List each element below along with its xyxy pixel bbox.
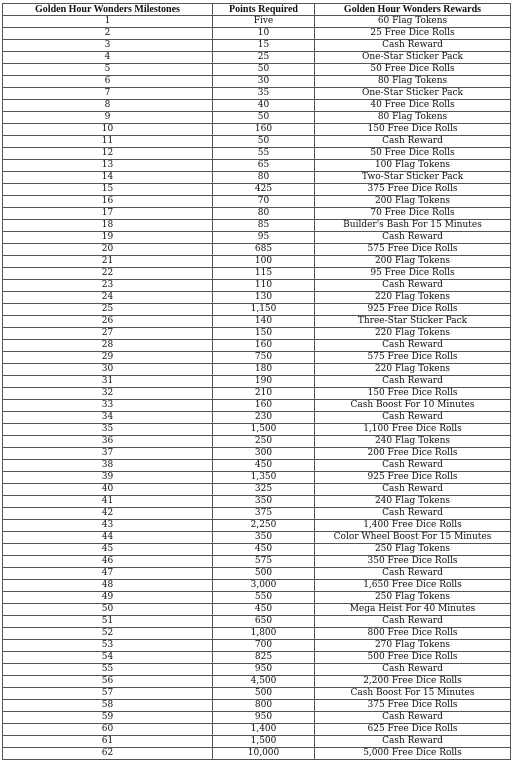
- points-cell: 160: [213, 124, 315, 136]
- reward-cell: 100 Flag Tokens: [315, 160, 511, 172]
- milestone-cell: 47: [3, 568, 213, 580]
- table-row: [3, 640, 511, 652]
- milestone-cell: 35: [3, 424, 213, 436]
- milestone-cell: 16: [3, 196, 213, 208]
- points-cell: 140: [213, 316, 315, 328]
- points-cell: 500: [213, 568, 315, 580]
- milestone-cell: 23: [3, 280, 213, 292]
- milestone-cell: 28: [3, 340, 213, 352]
- points-cell: 1,350: [213, 472, 315, 484]
- reward-cell: 240 Flag Tokens: [315, 436, 511, 448]
- table-row: [3, 580, 511, 592]
- reward-cell: Cash Reward: [315, 460, 511, 472]
- milestone-cell: 21: [3, 256, 213, 268]
- milestone-cell: 54: [3, 652, 213, 664]
- table-row: [3, 352, 511, 364]
- points-cell: 350: [213, 532, 315, 544]
- points-cell: 110: [213, 280, 315, 292]
- points-cell: 500: [213, 688, 315, 700]
- header-rewards: Golden Hour Wonders Rewards: [315, 4, 511, 16]
- table-row: [3, 388, 511, 400]
- points-cell: 650: [213, 616, 315, 628]
- reward-cell: 1,100 Free Dice Rolls: [315, 424, 511, 436]
- points-cell: 825: [213, 652, 315, 664]
- milestone-cell: 11: [3, 136, 213, 148]
- reward-cell: 50 Free Dice Rolls: [315, 64, 511, 76]
- table-row: [3, 268, 511, 280]
- milestone-cell: 22: [3, 268, 213, 280]
- table-row: [3, 436, 511, 448]
- milestone-cell: 61: [3, 736, 213, 748]
- table-row: [3, 160, 511, 172]
- header-points: Points Required: [213, 4, 315, 16]
- milestone-cell: 60: [3, 724, 213, 736]
- milestone-cell: 13: [3, 160, 213, 172]
- points-cell: 70: [213, 196, 315, 208]
- table-row: [3, 364, 511, 376]
- reward-cell: 625 Free Dice Rolls: [315, 724, 511, 736]
- milestone-cell: 7: [3, 88, 213, 100]
- milestone-cell: 37: [3, 448, 213, 460]
- table-row: [3, 592, 511, 604]
- milestone-cell: 6: [3, 76, 213, 88]
- table-row: [3, 604, 511, 616]
- milestones-table: [2, 3, 511, 760]
- table-row: [3, 700, 511, 712]
- table-row: [3, 316, 511, 328]
- milestone-cell: 30: [3, 364, 213, 376]
- points-cell: 115: [213, 268, 315, 280]
- points-cell: 700: [213, 640, 315, 652]
- milestone-cell: 31: [3, 376, 213, 388]
- reward-cell: 1,400 Free Dice Rolls: [315, 520, 511, 532]
- points-cell: 750: [213, 352, 315, 364]
- table-row: [3, 688, 511, 700]
- points-cell: 95: [213, 232, 315, 244]
- table-row: [3, 544, 511, 556]
- header-row: [3, 4, 511, 16]
- reward-cell: Two-Star Sticker Pack: [315, 172, 511, 184]
- reward-cell: 80 Flag Tokens: [315, 112, 511, 124]
- table-row: [3, 220, 511, 232]
- points-cell: 80: [213, 208, 315, 220]
- points-cell: 325: [213, 484, 315, 496]
- points-cell: 30: [213, 76, 315, 88]
- points-cell: 85: [213, 220, 315, 232]
- points-cell: 190: [213, 376, 315, 388]
- milestone-cell: 49: [3, 592, 213, 604]
- table-row: [3, 64, 511, 76]
- points-cell: 450: [213, 544, 315, 556]
- reward-cell: 70 Free Dice Rolls: [315, 208, 511, 220]
- points-cell: 425: [213, 184, 315, 196]
- table-row: [3, 184, 511, 196]
- reward-cell: 375 Free Dice Rolls: [315, 700, 511, 712]
- table-row: [3, 172, 511, 184]
- points-cell: 10: [213, 28, 315, 40]
- table-row: [3, 148, 511, 160]
- table-row: [3, 616, 511, 628]
- table-row: [3, 508, 511, 520]
- milestone-cell: 17: [3, 208, 213, 220]
- reward-cell: 500 Free Dice Rolls: [315, 652, 511, 664]
- reward-cell: 925 Free Dice Rolls: [315, 304, 511, 316]
- table-row: [3, 136, 511, 148]
- reward-cell: Cash Boost For 15 Minutes: [315, 688, 511, 700]
- table-row: [3, 472, 511, 484]
- table-row: [3, 376, 511, 388]
- points-cell: 450: [213, 604, 315, 616]
- milestone-cell: 27: [3, 328, 213, 340]
- reward-cell: Cash Reward: [315, 712, 511, 724]
- milestone-cell: 39: [3, 472, 213, 484]
- points-cell: 50: [213, 112, 315, 124]
- points-cell: 180: [213, 364, 315, 376]
- reward-cell: 2,200 Free Dice Rolls: [315, 676, 511, 688]
- milestone-cell: 57: [3, 688, 213, 700]
- points-cell: 15: [213, 40, 315, 52]
- table-row: [3, 28, 511, 40]
- table-row: [3, 556, 511, 568]
- milestone-cell: 26: [3, 316, 213, 328]
- table-row: [3, 208, 511, 220]
- points-cell: 210: [213, 388, 315, 400]
- milestone-cell: 56: [3, 676, 213, 688]
- table-row: [3, 16, 511, 28]
- milestone-cell: 4: [3, 52, 213, 64]
- milestone-cell: 51: [3, 616, 213, 628]
- points-cell: 40: [213, 100, 315, 112]
- table-row: [3, 748, 511, 760]
- milestone-cell: 44: [3, 532, 213, 544]
- reward-cell: 575 Free Dice Rolls: [315, 352, 511, 364]
- points-cell: 160: [213, 400, 315, 412]
- milestone-cell: 36: [3, 436, 213, 448]
- points-cell: Five: [213, 16, 315, 28]
- points-cell: 130: [213, 292, 315, 304]
- reward-cell: Cash Reward: [315, 136, 511, 148]
- reward-cell: 800 Free Dice Rolls: [315, 628, 511, 640]
- milestone-cell: 38: [3, 460, 213, 472]
- points-cell: 950: [213, 712, 315, 724]
- reward-cell: 200 Flag Tokens: [315, 256, 511, 268]
- table-row: [3, 736, 511, 748]
- reward-cell: 5,000 Free Dice Rolls: [315, 748, 511, 760]
- table-row: [3, 88, 511, 100]
- milestone-cell: 19: [3, 232, 213, 244]
- table-row: [3, 52, 511, 64]
- points-cell: 950: [213, 664, 315, 676]
- points-cell: 2,250: [213, 520, 315, 532]
- reward-cell: 1,650 Free Dice Rolls: [315, 580, 511, 592]
- table-row: [3, 100, 511, 112]
- table-row: [3, 244, 511, 256]
- points-cell: 1,800: [213, 628, 315, 640]
- points-cell: 450: [213, 460, 315, 472]
- reward-cell: 250 Flag Tokens: [315, 592, 511, 604]
- milestone-cell: 46: [3, 556, 213, 568]
- table-row: [3, 76, 511, 88]
- milestone-cell: 15: [3, 184, 213, 196]
- reward-cell: Cash Reward: [315, 280, 511, 292]
- reward-cell: 150 Free Dice Rolls: [315, 124, 511, 136]
- points-cell: 1,500: [213, 424, 315, 436]
- reward-cell: Three-Star Sticker Pack: [315, 316, 511, 328]
- table-row: [3, 292, 511, 304]
- milestone-cell: 55: [3, 664, 213, 676]
- reward-cell: 50 Free Dice Rolls: [315, 148, 511, 160]
- milestone-cell: 5: [3, 64, 213, 76]
- points-cell: 550: [213, 592, 315, 604]
- milestone-cell: 14: [3, 172, 213, 184]
- table-row: [3, 664, 511, 676]
- points-cell: 300: [213, 448, 315, 460]
- milestone-cell: 24: [3, 292, 213, 304]
- table-row: [3, 460, 511, 472]
- reward-cell: Builder's Bash For 15 Minutes: [315, 220, 511, 232]
- points-cell: 685: [213, 244, 315, 256]
- reward-cell: 25 Free Dice Rolls: [315, 28, 511, 40]
- reward-cell: Cash Reward: [315, 664, 511, 676]
- table-row: [3, 724, 511, 736]
- reward-cell: Cash Reward: [315, 40, 511, 52]
- table-row: [3, 112, 511, 124]
- reward-cell: 60 Flag Tokens: [315, 16, 511, 28]
- points-cell: 1,500: [213, 736, 315, 748]
- table-row: [3, 196, 511, 208]
- milestone-cell: 9: [3, 112, 213, 124]
- reward-cell: 80 Flag Tokens: [315, 76, 511, 88]
- reward-cell: 220 Flag Tokens: [315, 292, 511, 304]
- milestone-cell: 32: [3, 388, 213, 400]
- milestone-cell: 33: [3, 400, 213, 412]
- points-cell: 1,150: [213, 304, 315, 316]
- table-row: [3, 232, 511, 244]
- points-cell: 35: [213, 88, 315, 100]
- reward-cell: 350 Free Dice Rolls: [315, 556, 511, 568]
- table-row: [3, 676, 511, 688]
- table-row: [3, 712, 511, 724]
- milestone-cell: 3: [3, 40, 213, 52]
- table-row: [3, 448, 511, 460]
- points-cell: 230: [213, 412, 315, 424]
- reward-cell: 220 Flag Tokens: [315, 328, 511, 340]
- reward-cell: 40 Free Dice Rolls: [315, 100, 511, 112]
- table-row: [3, 628, 511, 640]
- reward-cell: 375 Free Dice Rolls: [315, 184, 511, 196]
- points-cell: 250: [213, 436, 315, 448]
- points-cell: 375: [213, 508, 315, 520]
- reward-cell: 220 Flag Tokens: [315, 364, 511, 376]
- reward-cell: Cash Reward: [315, 232, 511, 244]
- table-row: [3, 412, 511, 424]
- points-cell: 4,500: [213, 676, 315, 688]
- table-row: [3, 124, 511, 136]
- milestone-cell: 29: [3, 352, 213, 364]
- milestone-cell: 52: [3, 628, 213, 640]
- milestone-cell: 50: [3, 604, 213, 616]
- milestone-cell: 45: [3, 544, 213, 556]
- milestone-cell: 2: [3, 28, 213, 40]
- points-cell: 160: [213, 340, 315, 352]
- milestone-cell: 18: [3, 220, 213, 232]
- milestone-cell: 1: [3, 16, 213, 28]
- milestone-cell: 8: [3, 100, 213, 112]
- table-row: [3, 256, 511, 268]
- milestone-cell: 40: [3, 484, 213, 496]
- reward-cell: Cash Reward: [315, 340, 511, 352]
- table-row: [3, 328, 511, 340]
- milestone-cell: 59: [3, 712, 213, 724]
- milestone-cell: 48: [3, 580, 213, 592]
- points-cell: 350: [213, 496, 315, 508]
- header-milestones: Golden Hour Wonders Milestones: [3, 4, 213, 16]
- milestone-cell: 12: [3, 148, 213, 160]
- milestone-cell: 10: [3, 124, 213, 136]
- milestone-cell: 34: [3, 412, 213, 424]
- reward-cell: 250 Flag Tokens: [315, 544, 511, 556]
- table-row: [3, 652, 511, 664]
- table-row: [3, 424, 511, 436]
- reward-cell: Mega Heist For 40 Minutes: [315, 604, 511, 616]
- reward-cell: Cash Boost For 10 Minutes: [315, 400, 511, 412]
- reward-cell: One-Star Sticker Pack: [315, 88, 511, 100]
- points-cell: 10,000: [213, 748, 315, 760]
- reward-cell: Cash Reward: [315, 616, 511, 628]
- points-cell: 55: [213, 148, 315, 160]
- points-cell: 50: [213, 64, 315, 76]
- milestone-cell: 42: [3, 508, 213, 520]
- reward-cell: Cash Reward: [315, 736, 511, 748]
- table-row: [3, 280, 511, 292]
- table-row: [3, 304, 511, 316]
- points-cell: 575: [213, 556, 315, 568]
- milestone-cell: 43: [3, 520, 213, 532]
- reward-cell: Cash Reward: [315, 412, 511, 424]
- reward-cell: 95 Free Dice Rolls: [315, 268, 511, 280]
- reward-cell: Cash Reward: [315, 376, 511, 388]
- reward-cell: One-Star Sticker Pack: [315, 52, 511, 64]
- points-cell: 50: [213, 136, 315, 148]
- table-row: [3, 340, 511, 352]
- reward-cell: 240 Flag Tokens: [315, 496, 511, 508]
- table-row: [3, 532, 511, 544]
- reward-cell: 270 Flag Tokens: [315, 640, 511, 652]
- table-row: [3, 484, 511, 496]
- points-cell: 100: [213, 256, 315, 268]
- points-cell: 1,400: [213, 724, 315, 736]
- milestone-cell: 20: [3, 244, 213, 256]
- points-cell: 65: [213, 160, 315, 172]
- milestone-cell: 53: [3, 640, 213, 652]
- reward-cell: Color Wheel Boost For 15 Minutes: [315, 532, 511, 544]
- points-cell: 80: [213, 172, 315, 184]
- table-row: [3, 496, 511, 508]
- reward-cell: Cash Reward: [315, 568, 511, 580]
- points-cell: 800: [213, 700, 315, 712]
- milestone-cell: 58: [3, 700, 213, 712]
- milestone-cell: 25: [3, 304, 213, 316]
- table-row: [3, 400, 511, 412]
- milestone-cell: 41: [3, 496, 213, 508]
- reward-cell: 150 Free Dice Rolls: [315, 388, 511, 400]
- table-row: [3, 568, 511, 580]
- reward-cell: 575 Free Dice Rolls: [315, 244, 511, 256]
- table-row: [3, 40, 511, 52]
- table-row: [3, 520, 511, 532]
- reward-cell: 200 Free Dice Rolls: [315, 448, 511, 460]
- milestone-cell: 62: [3, 748, 213, 760]
- reward-cell: Cash Reward: [315, 484, 511, 496]
- points-cell: 3,000: [213, 580, 315, 592]
- reward-cell: Cash Reward: [315, 508, 511, 520]
- points-cell: 150: [213, 328, 315, 340]
- reward-cell: 200 Flag Tokens: [315, 196, 511, 208]
- table-body: [3, 16, 511, 760]
- reward-cell: 925 Free Dice Rolls: [315, 472, 511, 484]
- points-cell: 25: [213, 52, 315, 64]
